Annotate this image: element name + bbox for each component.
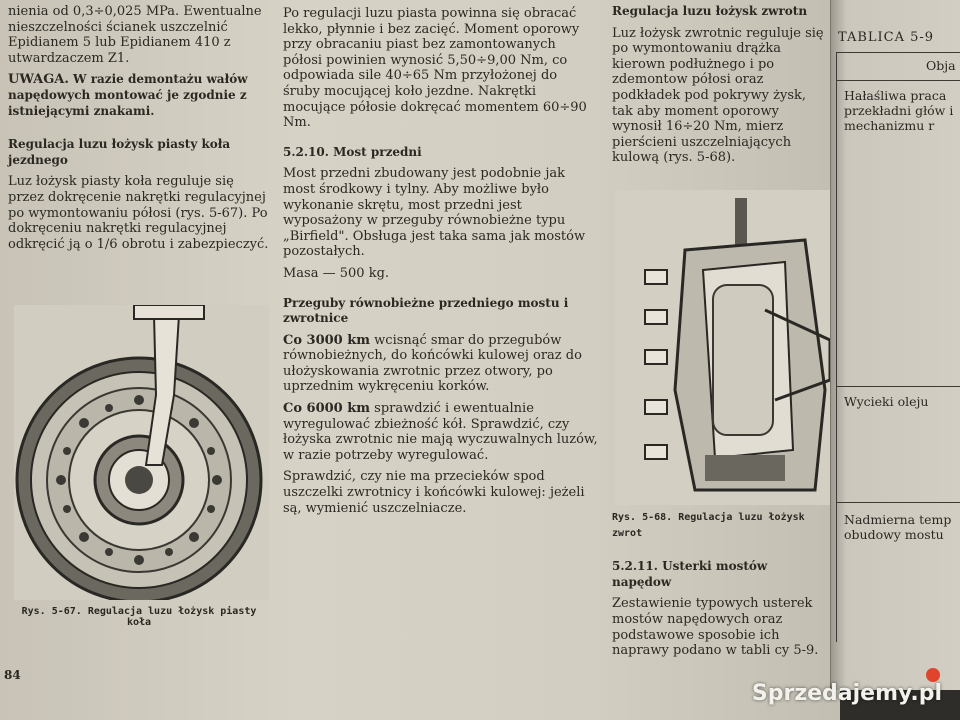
- warning-text: W razie demontażu wałów napędowych montować je zgodnie z istniejącymi znakami.: [8, 72, 248, 118]
- steering-knuckle-figure: [615, 190, 830, 505]
- col2-paragraph-4-text: sprawdzić i ewentualnie wyregulować zbieżność kół. Sprawdzić, czy łożyska zwrotnic nie mają wyczuwalnych luzów, w razie potrzeby wyregulować.: [283, 401, 598, 463]
- col3-heading: Regulacja luzu łożysk zwrotn: [612, 4, 808, 18]
- col2-mass: Masa — 500 kg.: [283, 265, 390, 281]
- col1-paragraph-1: nienia od 0,3÷0,025 MPa. Ewentualne nieszczelności ścianek uszczelnić Epidianem 5 lub Epidianem 410 z utwardzaczem Z1.: [8, 4, 262, 66]
- col2-paragraph-3-text: wcisnąć smar do przegubów równobieżnych, do końcówki kulowej oraz do ułożyskowania zwrotnic przez otwory, po uprzednim wykręceniu korków.: [283, 332, 582, 395]
- page-number: 84: [4, 668, 21, 682]
- table-border: [836, 52, 837, 642]
- col2-paragraph-1: Po regulacji luzu piasta powinna się obracać lekko, płynnie i bez zacięć. Moment oporowy przy obracaniu piast bez zamontowanych półosi powinien wynosić 5,50÷9,00 Nm, co odpowiada sile 40÷65 Nm przyłożonej do śruby mocującej koło jezdne. Nakrętki mocujące półosie dokręcać momentem 60÷90 Nm.: [283, 6, 587, 131]
- table-header-cell: Obja: [926, 58, 956, 73]
- section-5-2-11-heading: 5.2.11. Usterki mostów napędow: [612, 559, 768, 589]
- col2-paragraph-5: Sprawdzić, czy nie ma przecieków spod uszczelki zwrotnicy i końcówki kulowej: jeżeli są, wymienić uszczelniacze.: [283, 469, 585, 516]
- col3-paragraph-1: Luz łożysk zwrotnic reguluje się po wymontowaniu drążka kierown podłużnego i po zdemontow półosi oraz podkładek pod pokrywy żysk, tak aby moment oporowy wynosił 16÷20 Nm, mierz pierścieni uszczelniających kulową (rys. 5-68).: [612, 25, 824, 166]
- table-5-9-title: TABLICA 5-9: [838, 30, 935, 45]
- watermark-dot-icon: [926, 668, 940, 682]
- column-1: [8, 4, 270, 258]
- col1-paragraph-2: Luz łożysk piasty koła reguluje się przez dokręcenie nakrętki regulacyjnej po wymontowaniu półosi (rys. 5-67). Po dokręceniu nakrętki regulacyjnej odkręcić ją o 1/6 obrotu i zabezpieczyć.: [8, 174, 269, 252]
- table-row-noise: Hałaśliwa praca przekładni głów i mechanizmu r: [844, 88, 954, 133]
- interval-3000-km: Co 3000 km: [283, 332, 371, 348]
- figure-5-68-caption: Rys. 5-68. Regulacja luzu łożysk zwrot: [612, 512, 805, 539]
- interval-6000-km: Co 6000 km: [283, 401, 371, 417]
- column-2: [283, 6, 598, 522]
- col1-heading: Regulacja luzu łożysk piasty koła jezdnego: [8, 137, 231, 167]
- table-row-rule-2: [836, 502, 960, 503]
- table-5-9: [836, 52, 960, 642]
- col2-paragraph-2: Most przedni zbudowany jest podobnie jak most środkowy i tylny. Aby możliwe było wykonanie skrętu, most przedni jest wyposażony w przeguby równobieżne typu „Birfield". Obsługa jest taka sama jak mostów pozostałych.: [283, 166, 586, 260]
- col3-paragraph-2: Zestawienie typowych usterek mostów napędowych oraz podstawowe sposobie ich naprawy podano w tabli cy 5-9.: [612, 596, 819, 659]
- col2-heading-2: Przeguby równobieżne przedniego mostu i zwrotnice: [283, 295, 569, 326]
- column-3: [612, 2, 830, 172]
- table-row-oil-leak: Wycieki oleju: [844, 394, 929, 409]
- table-top-rule: [836, 52, 960, 53]
- table-row-rule-1: [836, 386, 960, 387]
- col2-paragraph-3: [283, 333, 598, 395]
- table-header-rule: [836, 80, 960, 81]
- section-5-2-10-heading: 5.2.10. Most przedni: [283, 144, 422, 159]
- warning-label: UWAGA.: [8, 72, 69, 88]
- col2-paragraph-4: [283, 401, 598, 463]
- figure-5-67-caption: Rys. 5-67. Regulacja luzu łożysk piasty koła: [21, 606, 257, 628]
- wheel-hub-figure: [14, 305, 269, 600]
- table-row-temperature: Nadmierna temp obudowy mostu: [844, 512, 952, 542]
- column-3-lower: [612, 510, 830, 665]
- col1-warning: [8, 72, 270, 119]
- watermark-logo: Sprzedajemy.pl: [751, 681, 942, 706]
